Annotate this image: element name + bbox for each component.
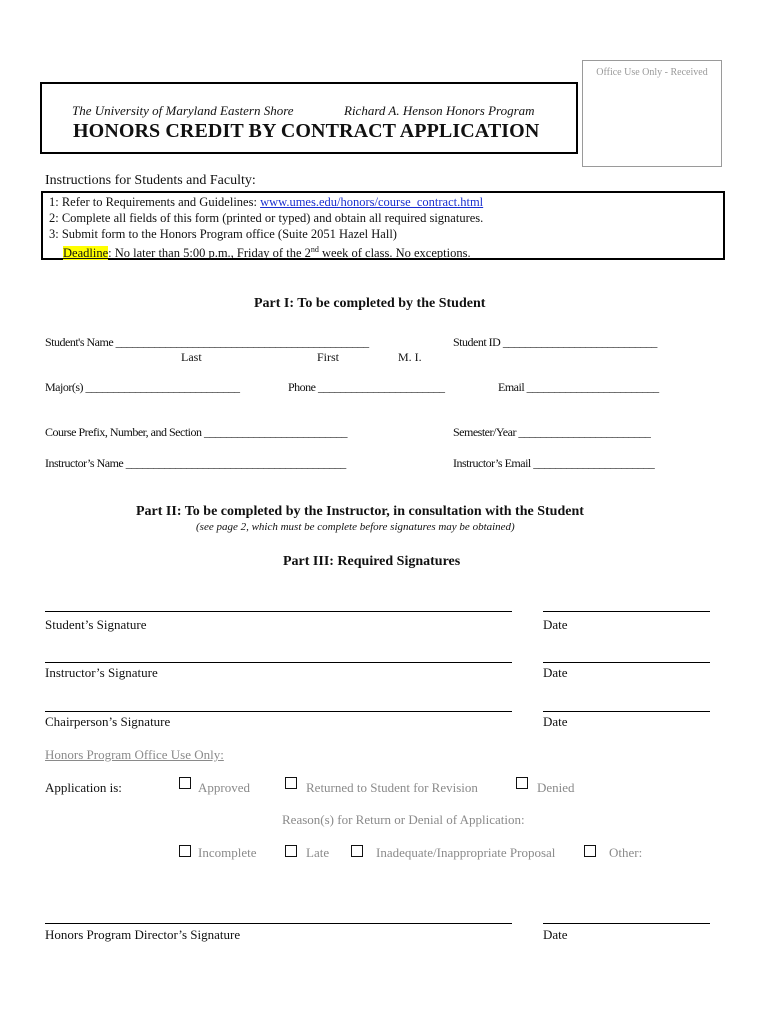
inadequate-label: Inadequate/Inappropriate Proposal xyxy=(376,845,556,860)
email-field[interactable]: Email ________________________ xyxy=(498,380,659,394)
late-label: Late xyxy=(306,845,330,860)
part2-heading: Part II: To be completed by the Instructor, in consultation with the Student xyxy=(136,504,584,519)
director-date-label: Date xyxy=(543,927,568,942)
returned-label: Returned to Student for Revision xyxy=(306,780,478,795)
student-name-field[interactable]: Student's Name ______________________________________________ xyxy=(45,335,369,349)
program-name: Richard A. Henson Honors Program xyxy=(344,103,535,118)
denied-checkbox[interactable] xyxy=(516,777,528,789)
part2-note: (see page 2, which must be complete before signatures may be obtained) xyxy=(196,521,515,533)
chair-signature-line[interactable] xyxy=(45,711,512,712)
instruction-1 xyxy=(49,194,723,210)
instructor-date-label: Date xyxy=(543,665,568,680)
instruction-3: 3: Submit form to the Honors Program office (Suite 2051 Hazel Hall) xyxy=(49,227,397,241)
course-field[interactable]: Course Prefix, Number, and Section __________________________ xyxy=(45,425,347,439)
other-checkbox[interactable] xyxy=(584,845,596,857)
guidelines-link[interactable]: www.umes.edu/honors/course_contract.html xyxy=(260,195,484,209)
office-use-label: Office Use Only - Received xyxy=(596,67,708,78)
director-signature-label: Honors Program Director’s Signature xyxy=(45,927,241,942)
reasons-label: Reason(s) for Return or Denial of Application: xyxy=(282,812,525,827)
student-signature-line[interactable] xyxy=(45,611,512,612)
instruction-2: 2: Complete all fields of this form (printed or typed) and obtain all required signatures. xyxy=(49,211,484,225)
returned-checkbox[interactable] xyxy=(285,777,297,789)
director-signature-line[interactable] xyxy=(45,923,512,924)
application-is-label: Application is: xyxy=(45,780,122,795)
instructions-heading: Instructions for Students and Faculty: xyxy=(45,173,256,188)
instructor-date-line[interactable] xyxy=(543,662,710,663)
deadline-line xyxy=(49,242,723,261)
deadline-label: Deadline xyxy=(63,246,109,261)
office-use-received-box xyxy=(582,60,722,167)
office-use-heading: Honors Program Office Use Only: xyxy=(45,747,224,762)
instruction-1-text: 1: Refer to Requirements and Guidelines: xyxy=(49,195,261,209)
chair-date-label: Date xyxy=(543,714,568,729)
director-date-line[interactable] xyxy=(543,923,710,924)
instructor-signature-line[interactable] xyxy=(45,662,512,663)
university-name: The University of Maryland Eastern Shore xyxy=(72,103,294,118)
phone-field[interactable]: Phone _______________________ xyxy=(288,380,445,394)
middle-initial-caption: M. I. xyxy=(398,350,422,364)
title-box xyxy=(40,82,578,154)
denied-label: Denied xyxy=(537,780,575,795)
part3-heading: Part III: Required Signatures xyxy=(283,554,461,569)
chair-signature-label: Chairperson’s Signature xyxy=(45,714,171,729)
approved-checkbox[interactable] xyxy=(179,777,191,789)
instructor-email-field[interactable]: Instructor’s Email ______________________ xyxy=(453,456,655,470)
semester-year-field[interactable]: Semester/Year ________________________ xyxy=(453,425,651,439)
instructor-signature-label: Instructor’s Signature xyxy=(45,665,158,680)
deadline-text-b: week of class. No exceptions. xyxy=(318,246,471,261)
approved-label: Approved xyxy=(198,780,250,795)
part1-heading: Part I: To be completed by the Student xyxy=(254,296,486,311)
student-date-line[interactable] xyxy=(543,611,710,612)
last-name-caption: Last xyxy=(181,350,202,364)
other-label: Other: xyxy=(609,845,643,860)
majors-field[interactable]: Major(s) ____________________________ xyxy=(45,380,240,394)
instructions-box xyxy=(41,191,725,260)
form-title: HONORS CREDIT BY CONTRACT APPLICATION xyxy=(73,120,540,142)
incomplete-label: Incomplete xyxy=(198,845,257,860)
student-signature-label: Student’s Signature xyxy=(45,617,147,632)
late-checkbox[interactable] xyxy=(285,845,297,857)
first-name-caption: First xyxy=(317,350,340,364)
instructor-name-field[interactable]: Instructor’s Name ________________________________________ xyxy=(45,456,346,470)
student-id-field[interactable]: Student ID ____________________________ xyxy=(453,335,657,349)
incomplete-checkbox[interactable] xyxy=(179,845,191,857)
inadequate-checkbox[interactable] xyxy=(351,845,363,857)
chair-date-line[interactable] xyxy=(543,711,710,712)
deadline-sup: nd xyxy=(310,245,319,254)
deadline-text-a: : No later than 5:00 p.m., Friday of the 2 xyxy=(108,246,311,261)
student-date-label: Date xyxy=(543,617,568,632)
